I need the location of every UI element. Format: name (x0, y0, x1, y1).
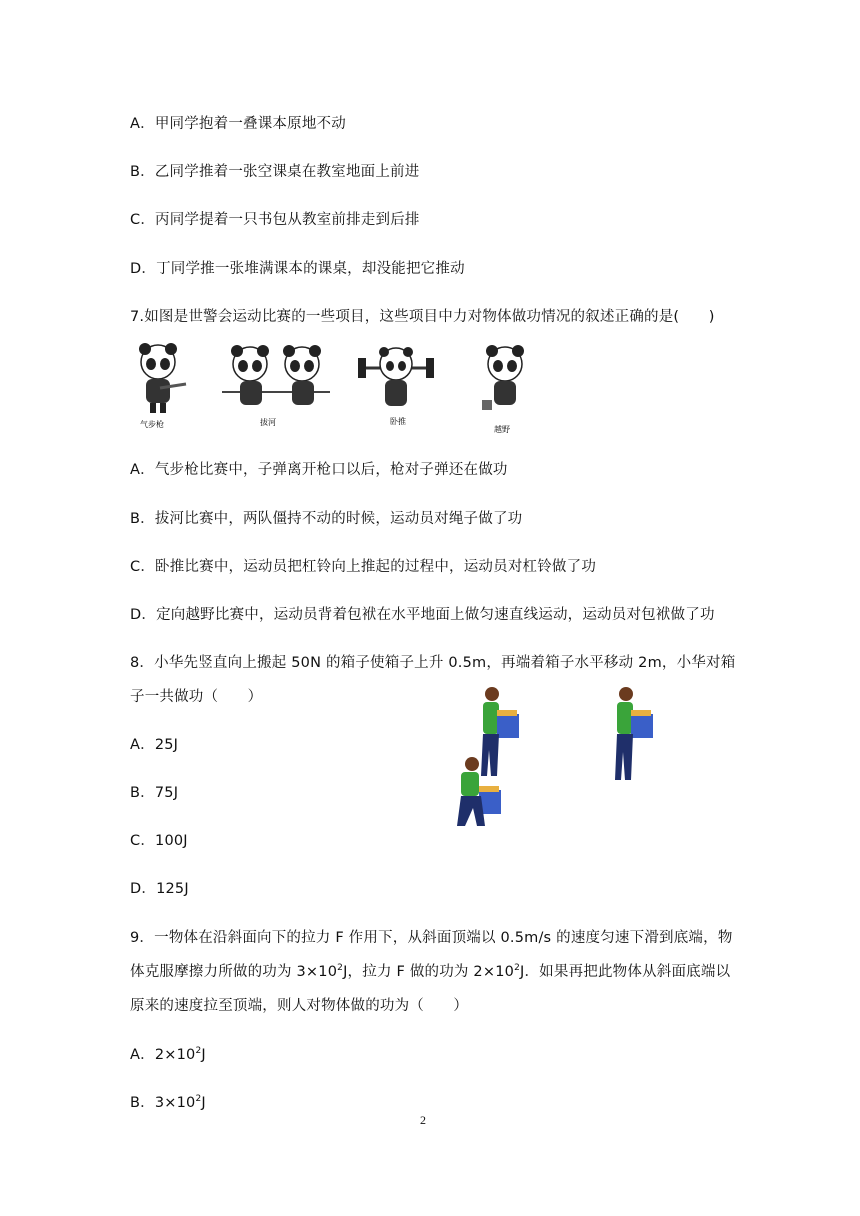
q9-stem-line2 (130, 960, 730, 981)
q9-option-b (130, 1091, 206, 1112)
q6-option-b: B．乙同学推着一张空课桌在教室地面上前进 (130, 164, 420, 180)
panda-bench-press-illustration (358, 347, 434, 406)
person-carrying-box-right (615, 687, 653, 780)
q7-option-b: B．拔河比赛中，两队僵持不动的时候，运动员对绳子做了功 (130, 511, 523, 527)
q6-option-c: C．丙同学提着一只书包从教室前排走到后排 (130, 212, 420, 228)
exponent: 2 (195, 1046, 202, 1057)
page-number: 2 (420, 1113, 426, 1127)
q8-option-b: B．75J (130, 785, 179, 801)
q8-stem-line1: 8．小华先竖直向上搬起 50N 的箱子使箱子上升 0.5m，再端着箱子水平移动 2m，小华对箱 (130, 655, 736, 671)
q8-box-lifting-figure (445, 680, 665, 830)
q8-option-c: C．100J (130, 833, 188, 849)
unit: J (201, 1047, 206, 1063)
label-cross-country: 越野 (494, 425, 510, 434)
q9-friction-work-text: 体克服摩擦力所做的功为 3×10 (130, 964, 338, 980)
exponent: 2 (195, 1094, 202, 1105)
q7-option-c: C．卧推比赛中，运动员把杠铃向上推起的过程中，运动员对杠铃做了功 (130, 559, 597, 575)
q9-stem-line3: 原来的速度拉至顶端，则人对物体做的功为（ ） (130, 998, 469, 1014)
panda-cross-country-illustration (482, 345, 524, 410)
q9-option-a (130, 1043, 206, 1064)
q6-option-d: D．丁同学推一张堆满课本的课桌，却没能把它推动 (130, 261, 465, 277)
q8-option-d: D．125J (130, 881, 189, 897)
q8-option-a: A．25J (130, 737, 179, 753)
q7-option-a: A．气步枪比赛中，子弹离开枪口以后，枪对子弹还在做功 (130, 462, 508, 478)
q9-stem-continuation: J．如果再把此物体从斜面底端以 (520, 964, 731, 980)
unit: J (201, 1095, 206, 1111)
label-bench-press: 卧推 (390, 417, 406, 426)
q9-stem-line1: 9．一物体在沿斜面向下的拉力 F 作用下，从斜面顶端以 0.5m/s 的速度匀速下滑到底端，物 (130, 930, 733, 946)
q8-stem-line2: 子一共做功（ ） (130, 689, 263, 705)
label-rifle: 气步枪 (140, 420, 164, 429)
panda-rifle-illustration (139, 343, 186, 413)
panda-tug-of-war-illustration (222, 345, 330, 405)
exponent: 2 (514, 963, 520, 974)
q9-option-a-text: A．2×10 (130, 1047, 196, 1063)
label-tug-of-war: 拔河 (260, 418, 276, 427)
q7-stem: 7.如图是世警会运动比赛的一些项目，这些项目中力对物体做功情况的叙述正确的是( ) (130, 309, 715, 325)
exponent: 2 (337, 963, 344, 974)
q9-option-b-text: B．3×10 (130, 1095, 196, 1111)
q6-option-a: A．甲同学抱着一叠课本原地不动 (130, 116, 346, 132)
q9-force-work-text: J，拉力 F 做的功为 2×10 (343, 964, 515, 980)
person-carrying-box-left (481, 687, 519, 776)
q7-option-d: D．定向越野比赛中，运动员背着包袱在水平地面上做匀速直线运动，运动员对包袱做了功 (130, 607, 715, 623)
q7-sports-figure (130, 340, 550, 435)
